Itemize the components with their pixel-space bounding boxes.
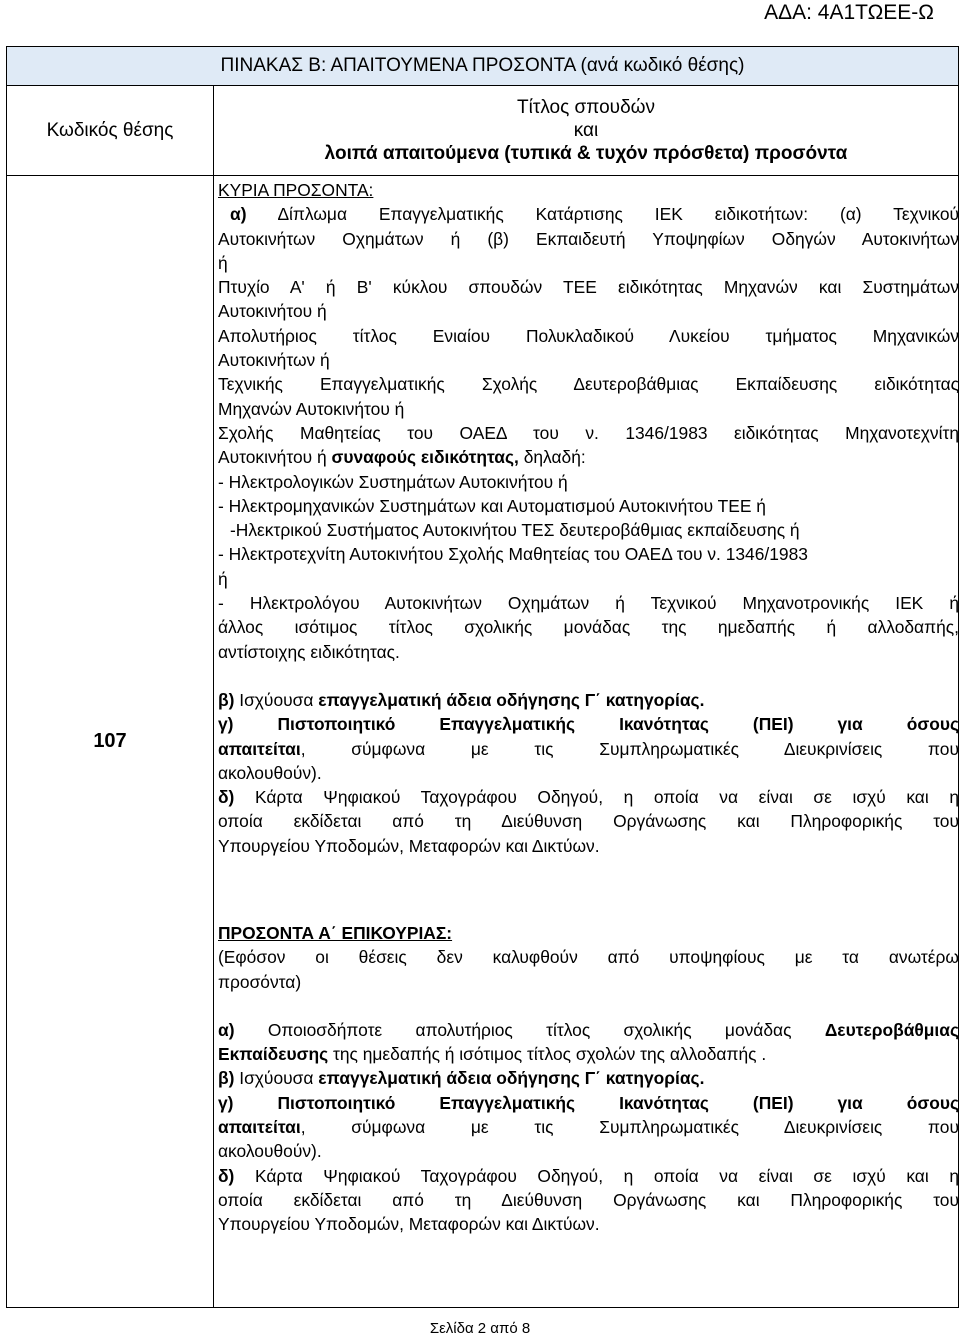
main-a-line-18: άλλος ισότιμος τίτλος σχολικής μονάδας της ημεδαπής ή αλλοδαπής, bbox=[218, 617, 959, 638]
aux-c-line-1: γ) Πιστοποιητικό Επαγγελματικής Ικανότητας (ΠΕΙ) για όσους bbox=[218, 1092, 959, 1113]
ada-code: ΑΔΑ: 4Α1ΤΩΕΕ-Ω bbox=[764, 1, 934, 24]
qualifications-content bbox=[0, 173, 960, 858]
auxiliary-content bbox=[0, 916, 960, 1237]
main-a-line-2: Αυτοκινήτων Οχημάτων ή (β) Εκπαιδευτή Υποψηφίων Οδηγών Αυτοκινήτων bbox=[218, 228, 959, 249]
main-a-line-19: αντίστοιχης ειδικότητας. bbox=[218, 641, 400, 662]
main-a-line-1: α) Δίπλωμα Επαγγελματικής Κατάρτισης ΙΕΚ ειδικοτήτων: (α) Τεχνικού bbox=[230, 204, 959, 225]
main-c-line-2: απαιτείται, σύμφωνα με τις Συμπληρωματικές Διευκρινίσεις που bbox=[218, 738, 959, 759]
col-header-code: Κωδικός θέσης bbox=[7, 86, 214, 176]
col-header-qualifications bbox=[214, 86, 959, 176]
aux-note-line-1: (Εφόσον οι θέσεις δεν καλυφθούν από υποψηφίους με τα ανωτέρω bbox=[218, 947, 959, 968]
aux-d-line-1: δ) Κάρτα Ψηφιακού Ταχογράφου Οδηγού, η οποία να είναι σε ισχύ και η bbox=[218, 1165, 959, 1186]
page-number: Σελίδα 2 από 8 bbox=[429, 1320, 531, 1337]
main-c-line-1: γ) Πιστοποιητικό Επαγγελματικής Ικανότητας (ΠΕΙ) για όσους bbox=[218, 714, 959, 735]
aux-b-line: β) Ισχύουσα επαγγελματική άδεια οδήγησης Γ΄ κατηγορίας. bbox=[218, 1068, 705, 1089]
main-a-line-8: Τεχνικής Επαγγελματικής Σχολής Δευτεροβάθμιας Εκπαίδευσης ειδικότητας bbox=[218, 374, 959, 395]
table-title: ΠΙΝΑΚΑΣ Β: ΑΠΑΙΤΟΥΜΕΝΑ ΠΡΟΣΟΝΤΑ (ανά κωδικό θέσης) bbox=[7, 47, 959, 86]
main-a-line-6: Απολυτήριος τίτλος Ενιαίου Πολυκλαδικού Λυκείου τμήματος Μηχανικών bbox=[218, 325, 959, 346]
main-a-line-7: Αυτοκινήτων ή bbox=[218, 350, 330, 371]
main-a-line-11: Αυτοκινήτου ή συναφούς ειδικότητας, δηλαδή: bbox=[218, 447, 586, 468]
main-a-line-5: Αυτοκινήτου ή bbox=[218, 301, 327, 322]
main-a-line-4: Πτυχίο Α' ή Β' κύκλου σπουδών ΤΕΕ ειδικότητας Μηχανών και Συστημάτων bbox=[218, 277, 959, 298]
aux-a-line-1: α) Οποιοσδήποτε απολυτήριος τίτλος σχολικής μονάδας Δευτεροβάθμιας bbox=[218, 1019, 959, 1040]
main-a-line-3: ή bbox=[218, 252, 228, 273]
main-a-line-13: - Ηλεκτρομηχανικών Συστημάτων και Αυτοματισμού Αυτοκινήτου ΤΕΕ ή bbox=[218, 495, 766, 516]
aux-heading: ΠΡΟΣΟΝΤΑ Α΄ ΕΠΙΚΟΥΡΙΑΣ: bbox=[218, 923, 453, 943]
main-heading: ΚΥΡΙΑ ΠΡΟΣΟΝΤΑ: bbox=[218, 180, 374, 200]
main-c-line-3: ακολουθούν). bbox=[218, 762, 322, 783]
aux-note-line-2: προσόντα) bbox=[218, 971, 302, 992]
position-code: 107 bbox=[7, 176, 214, 1308]
main-a-line-9: Μηχανών Αυτοκινήτου ή bbox=[218, 398, 405, 419]
main-a-line-14: -Ηλεκτρικού Συστήματος Αυτοκινήτου ΤΕΣ δευτεροβάθμιας εκπαίδευσης ή bbox=[230, 520, 800, 541]
main-a-line-16: ή bbox=[218, 568, 228, 589]
header-line-2: και bbox=[573, 120, 599, 141]
main-a-line-10: Σχολής Μαθητείας του ΟΑΕΔ του ν. 1346/1983 ειδικότητας Μηχανοτεχνίτη bbox=[218, 422, 959, 443]
aux-d-line-3: Υπουργείου Υποδομών, Μεταφορών και Δικτύων. bbox=[218, 1214, 600, 1235]
main-a-line-12: - Ηλεκτρολογικών Συστημάτων Αυτοκινήτου ή bbox=[218, 471, 568, 492]
main-a-line-17: - Ηλεκτρολόγου Αυτοκινήτων Οχημάτων ή Τεχνικού Μηχανοτρονικής ΙΕΚ ή bbox=[218, 593, 959, 614]
aux-a-line-2: Εκπαίδευσης της ημεδαπής ή ισότιμος τίτλος σχολών της αλλοδαπής . bbox=[218, 1044, 767, 1065]
main-a-line-15: - Ηλεκτροτεχνίτη Αυτοκινήτου Σχολής Μαθητείας του ΟΑΕΔ του ν. 1346/1983 bbox=[218, 544, 808, 565]
header-line-3: λοιπά απαιτούμενα (τυπικά & τυχόν πρόσθετα) προσόντα bbox=[324, 143, 848, 164]
main-d-line-1: δ) Κάρτα Ψηφιακού Ταχογράφου Οδηγού, η οποία να είναι σε ισχύ και η bbox=[218, 787, 959, 808]
aux-d-line-2: οποία εκδίδεται από τη Διεύθυνση Οργάνωσης και Πληροφορικής του bbox=[218, 1189, 959, 1210]
header-line-1: Τίτλος σπουδών bbox=[517, 97, 655, 118]
aux-c-line-2: απαιτείται, σύμφωνα με τις Συμπληρωματικές Διευκρινίσεις που bbox=[218, 1117, 959, 1138]
main-d-line-3: Υπουργείου Υποδομών, Μεταφορών και Δικτύων. bbox=[218, 835, 600, 856]
aux-c-line-3: ακολουθούν). bbox=[218, 1141, 322, 1162]
main-d-line-2: οποία εκδίδεται από τη Διεύθυνση Οργάνωσης και Πληροφορικής του bbox=[218, 811, 959, 832]
main-b-line: β) Ισχύουσα επαγγελματική άδεια οδήγησης Γ΄ κατηγορίας. bbox=[218, 689, 705, 710]
